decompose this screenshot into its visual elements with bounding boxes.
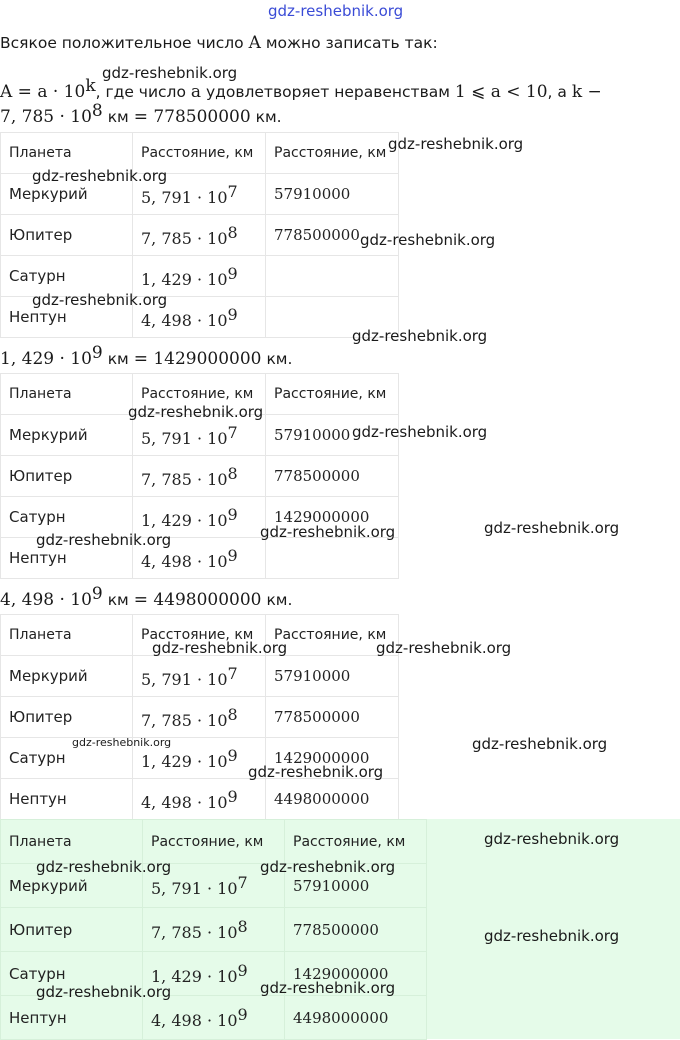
header-planet: Планета bbox=[1, 133, 133, 174]
watermark: gdz-reshebnik.org bbox=[376, 639, 512, 657]
table-row: Сатурн 1, $429 \cdot 10^9$ 1429000000 bbox=[1, 952, 427, 996]
table-row: Юпитер 7, $785 \cdot 10^8$ 778500000 bbox=[1, 697, 399, 738]
watermark: gdz-reshebnik.org bbox=[36, 531, 172, 549]
watermark: gdz-reshebnik.org bbox=[128, 403, 264, 421]
watermark: gdz-reshebnik.org bbox=[472, 735, 608, 753]
table-row: Нептун 4, $498 \cdot 10^9$ 4498000000 bbox=[1, 779, 399, 820]
watermark-top: gdz-reshebnik.org bbox=[268, 2, 404, 20]
intro-line-1: Всякое положительное число A можно записать так: bbox=[0, 33, 438, 53]
watermark: gdz-reshebnik.org bbox=[152, 639, 288, 657]
intro-line-2: $A = a \cdot 10^k$, где число a удовлетворяет неравенствам 1 ⩽ a < 10, а k − bbox=[0, 76, 602, 103]
watermark: gdz-reshebnik.org bbox=[248, 763, 384, 781]
table-row: Сатурн 1, $429 \cdot 10^9$ 1429000000 bbox=[1, 738, 399, 779]
watermark: gdz-reshebnik.org bbox=[352, 423, 488, 441]
table-row: Меркурий 5, $791 \cdot 10^7$ 57910000 bbox=[1, 864, 427, 908]
table-row: Сатурн 1, $429 \cdot 10^9$ 1429000000 bbox=[1, 497, 399, 538]
planet-table-final bbox=[0, 819, 427, 1040]
table-row: Меркурий 5, $791 \cdot 10^7$ 57910000 bbox=[1, 174, 399, 215]
watermark: gdz-reshebnik.org bbox=[484, 830, 620, 848]
table-row: Нептун 4, $498 \cdot 10^9$ bbox=[1, 297, 399, 338]
watermark: gdz-reshebnik.org bbox=[260, 523, 396, 541]
watermark: gdz-reshebnik.org bbox=[260, 858, 396, 876]
table-row: Юпитер 7, $785 \cdot 10^8$ 778500000 bbox=[1, 215, 399, 256]
table-header-row: Планета Расстояние, км Расстояние, км bbox=[1, 374, 399, 415]
table-row: Нептун 4, $498 \cdot 10^9$ bbox=[1, 538, 399, 579]
table-row: Меркурий 5, $791 \cdot 10^7$ 57910000 bbox=[1, 656, 399, 697]
watermark: gdz-reshebnik.org bbox=[388, 135, 524, 153]
watermark: gdz-reshebnik.org bbox=[32, 291, 168, 309]
watermark: gdz-reshebnik.org bbox=[36, 983, 172, 1001]
step-neptune: 4, $498 \cdot 10^9$ км = 4498000000 км. bbox=[0, 584, 293, 611]
intro-line-3: 7, $785 \cdot 10^8$ км = 778500000 км. bbox=[0, 101, 282, 128]
header-distance-sci: Расстояние, км bbox=[133, 133, 266, 174]
table-row: Меркурий 5, $791 \cdot 10^7$ 57910000 bbox=[1, 415, 399, 456]
table-row: Сатурн 1, $429 \cdot 10^9$ bbox=[1, 256, 399, 297]
step-saturn: 1, $429 \cdot 10^9$ км = 1429000000 км. bbox=[0, 343, 293, 370]
watermark: gdz-reshebnik.org bbox=[484, 519, 620, 537]
watermark: gdz-reshebnik.org bbox=[352, 327, 488, 345]
table-header-row: Планета Расстояние, км Расстояние, км bbox=[1, 820, 427, 864]
watermark: gdz-reshebnik.org bbox=[72, 736, 172, 749]
watermark: gdz-reshebnik.org bbox=[36, 858, 172, 876]
table-header-row: Планета Расстояние, км Расстояние, км bbox=[1, 615, 399, 656]
table-row: Юпитер 7, $785 \cdot 10^8$ 778500000 bbox=[1, 456, 399, 497]
table-row: Нептун 4, $498 \cdot 10^9$ 4498000000 bbox=[1, 996, 427, 1040]
header-distance-full: Расстояние, км bbox=[266, 133, 399, 174]
watermark: gdz-reshebnik.org bbox=[360, 231, 496, 249]
watermark: gdz-reshebnik.org bbox=[260, 979, 396, 997]
watermark: gdz-reshebnik.org bbox=[484, 927, 620, 945]
table-row: Юпитер 7, $785 \cdot 10^8$ 778500000 bbox=[1, 908, 427, 952]
watermark: gdz-reshebnik.org bbox=[32, 167, 168, 185]
watermark: gdz-reshebnik.org bbox=[102, 64, 238, 82]
